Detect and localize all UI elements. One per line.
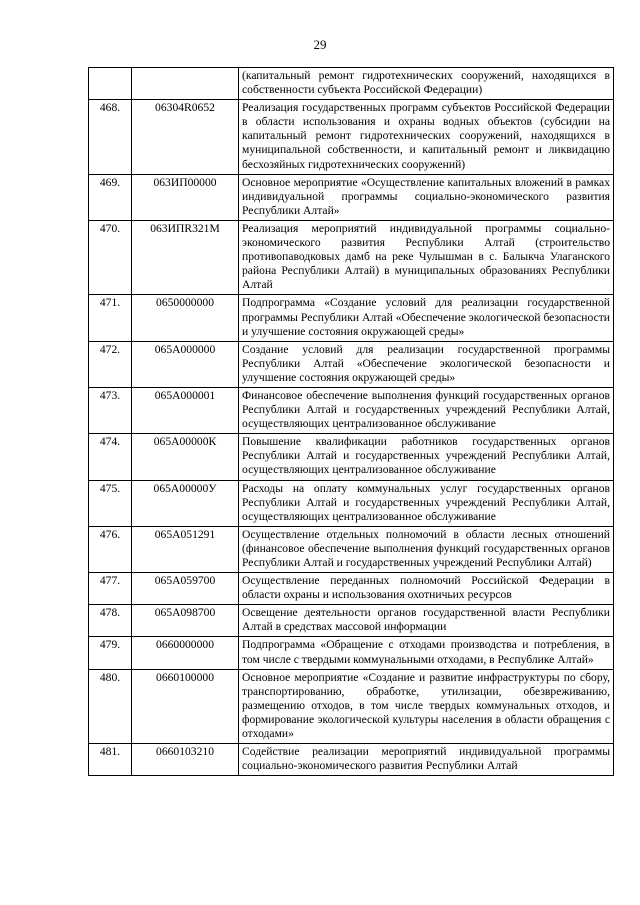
row-number: 471. bbox=[89, 295, 132, 341]
table-row bbox=[89, 174, 614, 220]
row-number: 472. bbox=[89, 341, 132, 387]
classification-code: 0660000000 bbox=[132, 637, 239, 669]
table-row bbox=[89, 605, 614, 637]
classification-code: 0660100000 bbox=[132, 669, 239, 743]
row-description: Создание условий для реализации государственной программы Республики Алтай «Обеспечение экологической безопасности и улучшение состояния окружающей среды» bbox=[239, 341, 614, 387]
classification-code: 065А000000 bbox=[132, 341, 239, 387]
table-row bbox=[89, 68, 614, 100]
row-number: 470. bbox=[89, 220, 132, 294]
classification-code: 065А059700 bbox=[132, 573, 239, 605]
row-number: 476. bbox=[89, 526, 132, 572]
classification-code: 063ИП00000 bbox=[132, 174, 239, 220]
table-row bbox=[89, 480, 614, 526]
row-number: 469. bbox=[89, 174, 132, 220]
table-row bbox=[89, 387, 614, 433]
row-number: 475. bbox=[89, 480, 132, 526]
classification-code: 065А051291 bbox=[132, 526, 239, 572]
classification-code: 065А00000К bbox=[132, 434, 239, 480]
row-number: 481. bbox=[89, 744, 132, 776]
classification-code bbox=[132, 68, 239, 100]
table-row bbox=[89, 669, 614, 743]
table-row bbox=[89, 744, 614, 776]
classification-code: 06304R0652 bbox=[132, 100, 239, 174]
classification-code: 065А00000У bbox=[132, 480, 239, 526]
table-row bbox=[89, 100, 614, 174]
row-number: 474. bbox=[89, 434, 132, 480]
budget-codes-table bbox=[88, 67, 614, 776]
classification-code: 065А098700 bbox=[132, 605, 239, 637]
row-description: Повышение квалификации работников государственных органов Республики Алтай и государственных учреждений Республики Алтай, осуществляющих централизованное обслуживание bbox=[239, 434, 614, 480]
row-description: Финансовое обеспечение выполнения функций государственных органов Республики Алтай и государственных учреждений Республики Алтай, осуществляющих централизованное обслуживание bbox=[239, 387, 614, 433]
table-row bbox=[89, 341, 614, 387]
row-description: Осуществление переданных полномочий Российской Федерации в области охраны и использования охотничьих ресурсов bbox=[239, 573, 614, 605]
row-number: 468. bbox=[89, 100, 132, 174]
table-row bbox=[89, 526, 614, 572]
classification-code: 0660103210 bbox=[132, 744, 239, 776]
row-description: Подпрограмма «Создание условий для реализации государственной программы Республики Алтай «Обеспечение экологической безопасности и улучшение состояния окружающей среды» bbox=[239, 295, 614, 341]
row-number: 473. bbox=[89, 387, 132, 433]
table-row bbox=[89, 434, 614, 480]
table-row bbox=[89, 220, 614, 294]
table-row bbox=[89, 637, 614, 669]
row-description: (капитальный ремонт гидротехнических сооружений, находящихся в собственности субъекта Российской Федерации) bbox=[239, 68, 614, 100]
row-number: 477. bbox=[89, 573, 132, 605]
row-number: 479. bbox=[89, 637, 132, 669]
row-description: Основное мероприятие «Создание и развитие инфраструктуры по сбору, транспортированию, обработке, утилизации, обезвреживанию, размещению отходов, в том числе твердых коммунальных отходов, и формирование экологической культуры населения в области обращения с отходами» bbox=[239, 669, 614, 743]
classification-code: 063ИПR321М bbox=[132, 220, 239, 294]
row-description: Реализация мероприятий индивидуальной программы социально-экономического развития Республики Алтай (строительство противопаводковых дамб на реке Чулышман в с. Балыкча Улаганского района Республики Алтай) в муниципальных образованиях Республики Алтай bbox=[239, 220, 614, 294]
row-description: Расходы на оплату коммунальных услуг государственных органов Республики Алтай и государственных учреждений Республики Алтай, осуществляющих централизованное обслуживание bbox=[239, 480, 614, 526]
row-description: Основное мероприятие «Осуществление капитальных вложений в рамках индивидуальной программы социально-экономического развития Республики Алтай» bbox=[239, 174, 614, 220]
row-description: Подпрограмма «Обращение с отходами производства и потребления, в том числе с твердыми коммунальными отходами, в Республике Алтай» bbox=[239, 637, 614, 669]
row-description: Содействие реализации мероприятий индивидуальной программы социально-экономического развития Республики Алтай bbox=[239, 744, 614, 776]
classification-code: 0650000000 bbox=[132, 295, 239, 341]
row-description: Реализация государственных программ субъектов Российской Федерации в области использования и охраны водных объектов (субсидии на капитальный ремонт гидротехнических сооружений, находящихся в муниципальной собственности, и капитальный ремонт и ликвидацию бесхозяйных гидротехнических сооружений) bbox=[239, 100, 614, 174]
row-number: 480. bbox=[89, 669, 132, 743]
row-number bbox=[89, 68, 132, 100]
row-description: Осуществление отдельных полномочий в области лесных отношений (финансовое обеспечение выполнения функций государственных органов Республики Алтай и государственных учреждений Республики Алтай) bbox=[239, 526, 614, 572]
table-row bbox=[89, 573, 614, 605]
classification-code: 065А000001 bbox=[132, 387, 239, 433]
page-number: 29 bbox=[313, 37, 327, 52]
row-number: 478. bbox=[89, 605, 132, 637]
row-description: Освещение деятельности органов государственной власти Республики Алтай в средствах массовой информации bbox=[239, 605, 614, 637]
table-body bbox=[89, 68, 614, 776]
table-row bbox=[89, 295, 614, 341]
